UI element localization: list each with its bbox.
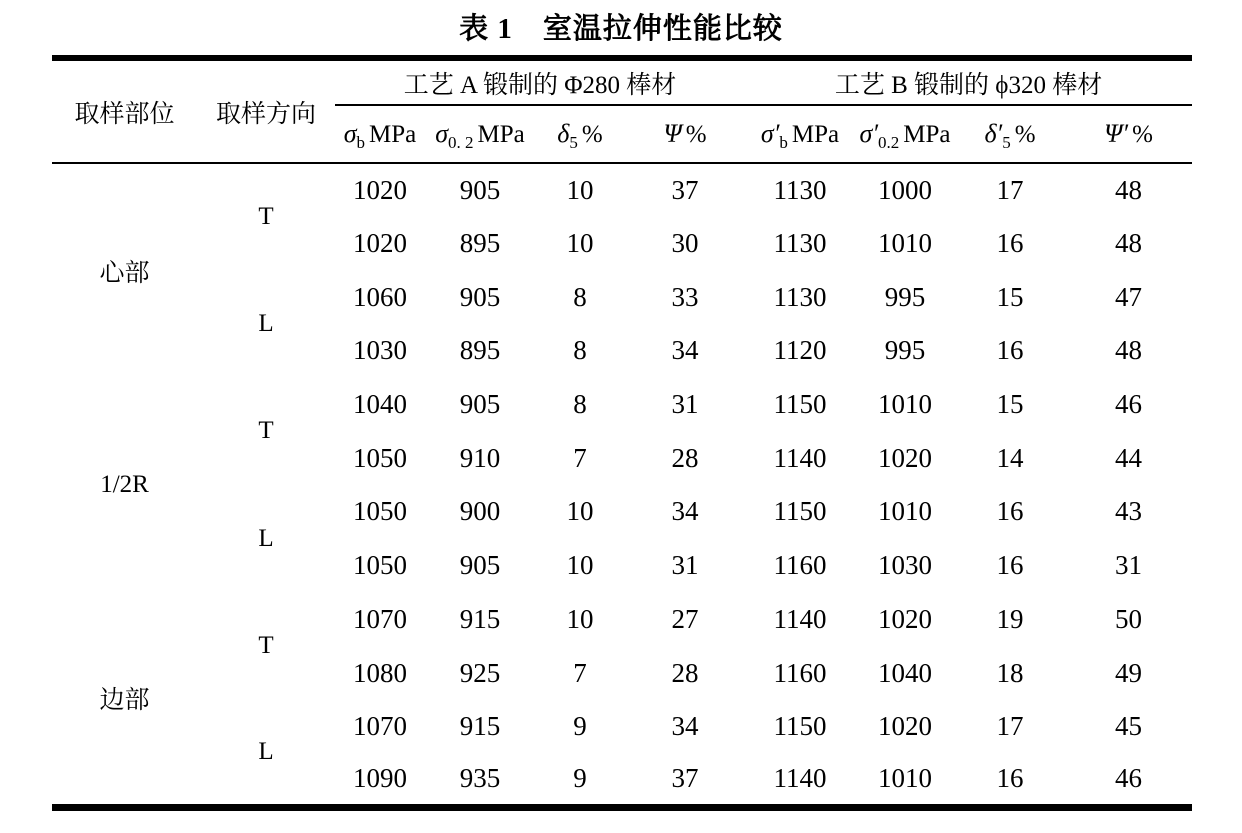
group-header-process-b: 工艺 B 锻制的 ϕ320 棒材: [745, 58, 1192, 105]
value-cell: 1020: [878, 711, 933, 742]
value-cell: 9: [573, 763, 587, 794]
value-cell: 1130: [773, 228, 827, 259]
value-cell: 28: [671, 657, 699, 688]
value-cell: 1020: [353, 228, 407, 259]
value-cell: 16: [996, 550, 1024, 581]
value-cell: 15: [996, 389, 1024, 420]
table-row: [52, 593, 1192, 647]
value-cell: 905: [459, 550, 501, 581]
value-cell: 9: [573, 711, 587, 742]
col-header-sigma-02-b: $\sigma'_{0.2}$ MPa: [855, 105, 955, 163]
value-cell: 48: [1115, 174, 1143, 205]
value-cell: 1030: [878, 550, 933, 581]
value-cell: 48: [1115, 335, 1143, 366]
value-cell: 925: [459, 657, 501, 688]
value-cell: 10: [566, 174, 594, 205]
value-cell: 1040: [878, 657, 933, 688]
value-cell: 900: [459, 496, 501, 527]
value-cell: 34: [671, 335, 699, 366]
table-row: [52, 485, 1192, 539]
value-cell: 1090: [353, 763, 407, 794]
value-cell: 1050: [353, 550, 407, 581]
value-cell: 33: [671, 281, 699, 312]
col-header-psi-a: Ψ %: [625, 105, 745, 163]
sample-direction-cell: L: [258, 737, 274, 765]
value-cell: 37: [671, 174, 699, 205]
value-cell: 7: [573, 657, 587, 688]
value-cell: 37: [671, 763, 699, 794]
value-cell: 10: [566, 496, 594, 527]
sample-part-cell: 边部: [99, 687, 150, 715]
value-cell: 34: [671, 496, 699, 527]
value-cell: 1050: [353, 442, 407, 473]
value-cell: 43: [1115, 496, 1143, 527]
group-header-process-a: 工艺 A 锻制的 Φ280 棒材: [335, 58, 745, 105]
value-cell: 34: [671, 711, 699, 742]
value-cell: 44: [1115, 442, 1143, 473]
value-cell: 1010: [878, 496, 933, 527]
value-cell: 10: [566, 550, 594, 581]
value-cell: 8: [573, 281, 587, 312]
value-cell: 18: [996, 657, 1024, 688]
sample-direction-cell: L: [258, 310, 274, 338]
value-cell: 935: [459, 763, 501, 794]
sample-direction-cell: T: [258, 417, 274, 445]
value-cell: 48: [1115, 228, 1143, 259]
value-cell: 1070: [353, 603, 407, 634]
col-header-sigma-b-b: $\sigma'_b$ MPa: [745, 105, 855, 163]
value-cell: 905: [459, 174, 501, 205]
value-cell: 1010: [878, 389, 933, 420]
value-cell: 910: [459, 442, 501, 473]
value-cell: 1020: [353, 174, 407, 205]
value-cell: 995: [884, 281, 926, 312]
value-cell: 1080: [353, 657, 407, 688]
sample-direction-cell: L: [258, 524, 274, 552]
sample-direction-cell: T: [258, 632, 274, 660]
value-cell: 10: [566, 228, 594, 259]
value-cell: 16: [996, 496, 1024, 527]
sample-part-cell: 心部: [99, 259, 150, 287]
table-row: [52, 700, 1192, 754]
col-header-sigma-b-a: $\sigma_b$ MPa: [335, 105, 425, 163]
value-cell: 1020: [878, 442, 933, 473]
value-cell: 895: [459, 335, 501, 366]
value-cell: 1130: [773, 281, 827, 312]
value-cell: 905: [459, 281, 501, 312]
value-cell: 1150: [773, 496, 827, 527]
value-cell: 915: [459, 711, 501, 742]
table-number: 表 1: [459, 13, 513, 45]
value-cell: 1030: [353, 335, 407, 366]
value-cell: 1150: [773, 389, 827, 420]
value-cell: 895: [459, 228, 501, 259]
value-cell: 30: [671, 228, 699, 259]
tensile-properties-table: [52, 55, 1192, 811]
value-cell: 16: [996, 228, 1024, 259]
value-cell: 50: [1115, 603, 1143, 634]
col-header-psi-b: Ψ′ %: [1065, 105, 1192, 163]
value-cell: 1050: [353, 496, 407, 527]
value-cell: 31: [1115, 550, 1143, 581]
table-row: [52, 163, 1192, 217]
group-header-row: [52, 58, 1192, 105]
value-cell: 1010: [878, 763, 933, 794]
table-body: [52, 163, 1192, 807]
value-cell: 1020: [878, 603, 933, 634]
value-cell: 1160: [773, 657, 827, 688]
value-cell: 31: [671, 389, 699, 420]
value-cell: 27: [671, 603, 699, 634]
value-cell: 46: [1115, 389, 1143, 420]
value-cell: 1140: [773, 603, 827, 634]
value-cell: 1070: [353, 711, 407, 742]
sample-part-cell: 1/2R: [100, 471, 149, 499]
sample-direction-cell: T: [258, 203, 274, 231]
value-cell: 1040: [353, 389, 407, 420]
value-cell: 1120: [773, 335, 827, 366]
table-title: [0, 6, 1242, 47]
table-row: [52, 378, 1192, 432]
value-cell: 16: [996, 335, 1024, 366]
col-header-sigma-02-a: $\sigma_{0. 2}$ MPa: [425, 105, 535, 163]
value-cell: 45: [1115, 711, 1143, 742]
value-cell: 46: [1115, 763, 1143, 794]
value-cell: 1130: [773, 174, 827, 205]
value-cell: 7: [573, 442, 587, 473]
value-cell: 49: [1115, 657, 1143, 688]
value-cell: 10: [566, 603, 594, 634]
value-cell: 17: [996, 711, 1024, 742]
value-cell: 16: [996, 763, 1024, 794]
value-cell: 17: [996, 174, 1024, 205]
col-header-sample-part: 取样部位: [52, 58, 197, 163]
value-cell: 14: [996, 442, 1024, 473]
value-cell: 8: [573, 335, 587, 366]
col-header-delta5-b: $\delta'_5$ %: [955, 105, 1065, 163]
value-cell: 31: [671, 550, 699, 581]
value-cell: 1140: [773, 442, 827, 473]
value-cell: 1140: [773, 763, 827, 794]
value-cell: 905: [459, 389, 501, 420]
value-cell: 1150: [773, 711, 827, 742]
value-cell: 915: [459, 603, 501, 634]
value-cell: 47: [1115, 281, 1143, 312]
value-cell: 19: [996, 603, 1024, 634]
value-cell: 1060: [353, 281, 407, 312]
value-cell: 1160: [773, 550, 827, 581]
value-cell: 28: [671, 442, 699, 473]
value-cell: 8: [573, 389, 587, 420]
value-cell: 15: [996, 281, 1024, 312]
table-title-text: 室温拉伸性能比较: [542, 13, 783, 45]
value-cell: 1010: [878, 228, 933, 259]
value-cell: 995: [884, 335, 926, 366]
col-header-delta5-a: $\delta_5$ %: [535, 105, 625, 163]
table-row: [52, 270, 1192, 324]
value-cell: 1000: [878, 174, 933, 205]
col-header-sample-direction: 取样方向: [197, 58, 335, 163]
